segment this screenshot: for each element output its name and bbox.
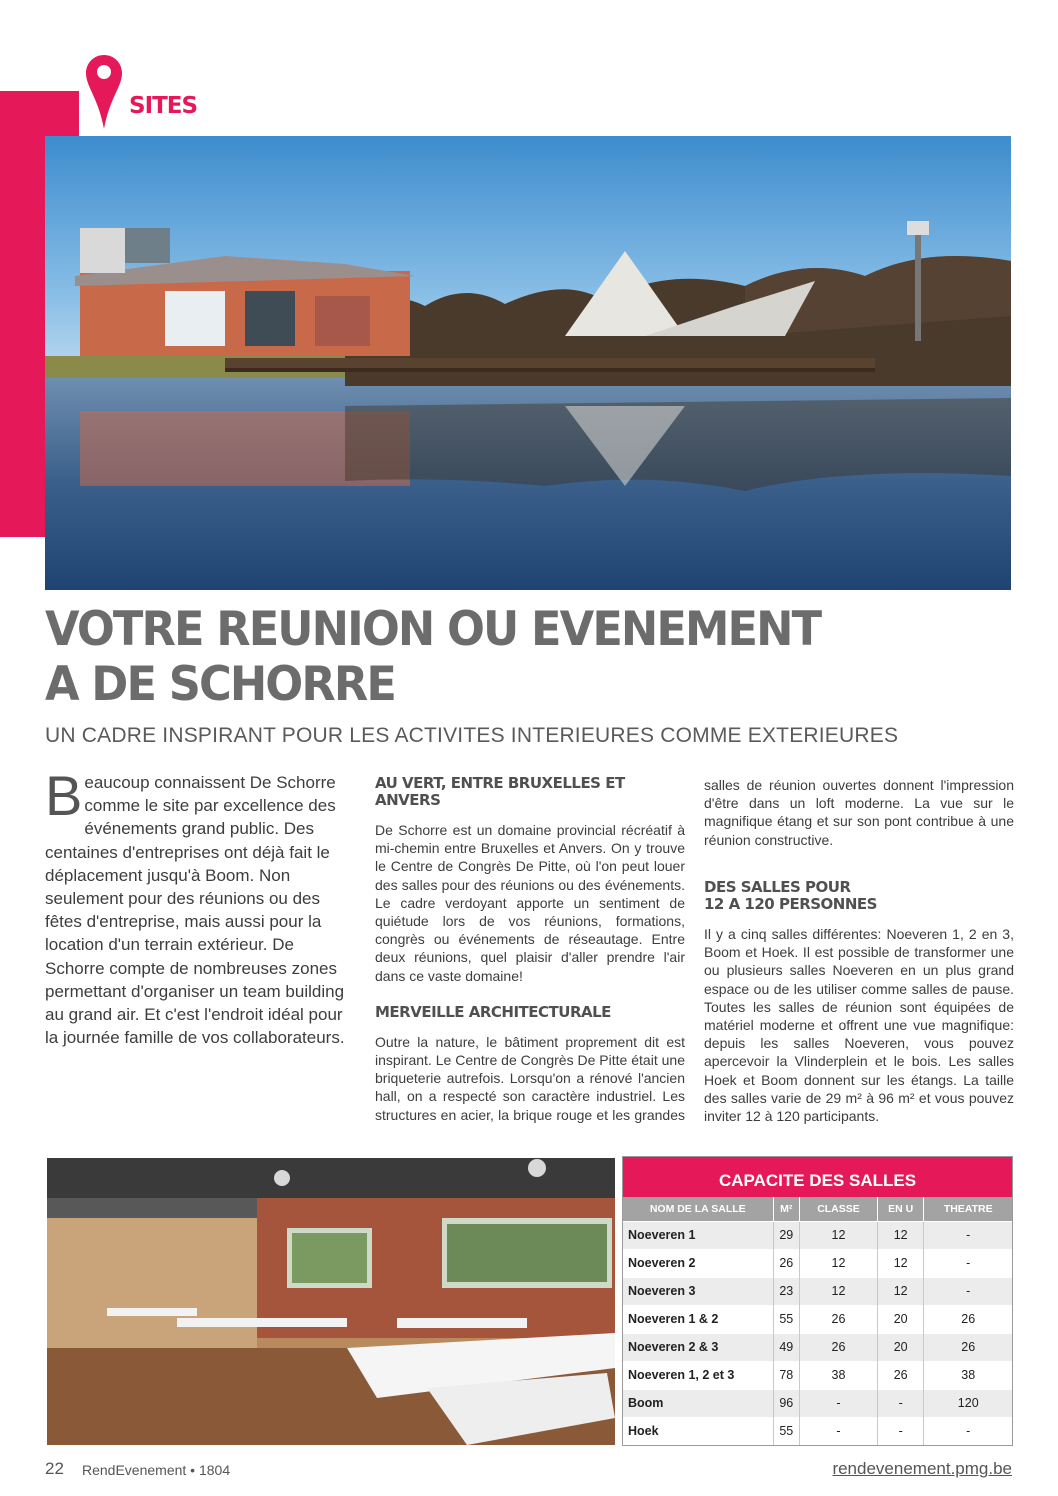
- table-cell-value: 26: [877, 1361, 924, 1389]
- intro-column: [45, 764, 355, 1049]
- capacity-table: [622, 1156, 1013, 1446]
- table-cell-room: Noeveren 1, 2 et 3: [623, 1361, 773, 1389]
- table-cell-value: -: [800, 1417, 878, 1445]
- table-row: [623, 1389, 1012, 1417]
- table-cell-value: 26: [924, 1305, 1012, 1333]
- table-cell-value: 120: [924, 1389, 1012, 1417]
- table-cell-value: 55: [773, 1417, 800, 1445]
- section-body-architecture: [375, 1033, 685, 1124]
- table-cell-value: 96: [773, 1389, 800, 1417]
- table-cell-value: 20: [877, 1305, 924, 1333]
- table-row: [623, 1305, 1012, 1333]
- section-body-architecture-text: Outre la nature, le bâtiment proprement dit est inspirant. Le Centre de Congrès De Pitte était une briqueterie autrefois. Lorsqu'on a rénové l'ancien hall, on a respecté son caractère industriel. Les structures en acier, la brique rouge et les grandes: [375, 1033, 685, 1123]
- table-cell-room: Boom: [623, 1389, 773, 1417]
- col-header-theatre: THEATRE: [924, 1197, 1012, 1221]
- section-heading-green: AU VERT, ENTRE BRUXELLES ET ANVERS: [375, 774, 625, 809]
- table-cell-room: Hoek: [623, 1417, 773, 1445]
- table-cell-room: Noeveren 2 & 3: [623, 1333, 773, 1361]
- table-cell-value: 26: [773, 1249, 800, 1277]
- table-cell-value: 29: [773, 1221, 800, 1249]
- capacity-table-title: CAPACITE DES SALLES: [623, 1157, 1012, 1197]
- table-cell-value: 55: [773, 1305, 800, 1333]
- table-cell-value: 26: [800, 1305, 878, 1333]
- col-header-class: CLASSE: [800, 1197, 878, 1221]
- table-cell-value: 23: [773, 1277, 800, 1305]
- accent-side-bar: [0, 91, 46, 537]
- table-cell-value: -: [924, 1277, 1012, 1305]
- intro-text: eaucoup connaissent De Schorre comme le site par excellence des événements grand public. Des centaines d'entreprises ont déjà fait le déplacement jusqu'à Boom. Non seulement pour des réunions ou des fêtes d'entreprise, mais aussi pour la location d'un terrain extérieur. De Schorre compte de nombreuses zones permettant d'organiser un team building au grand air. Et c'est l'endroit idéal pour la journée famille de vos collaborateurs.: [45, 773, 345, 1048]
- article-column-3: [704, 776, 1014, 1144]
- table-cell-value: 12: [800, 1221, 878, 1249]
- table-cell-room: Noeveren 1 & 2: [623, 1305, 773, 1333]
- table-cell-value: 12: [877, 1277, 924, 1305]
- magazine-issue: RendEvenement • 1804: [82, 1462, 231, 1478]
- table-row: [623, 1221, 1012, 1249]
- section-heading-rooms-line-2: 12 A 120 PERSONNES: [704, 895, 877, 913]
- table-cell-room: Noeveren 2: [623, 1249, 773, 1277]
- article-subtitle: UN CADRE INSPIRANT POUR LES ACTIVITES INTERIEURES COMME EXTERIEURES: [45, 724, 899, 747]
- table-row: [623, 1277, 1012, 1305]
- section-body-architecture-text-continued: salles de réunion ouvertes donnent l'impression d'être dans un loft moderne. La vue sur le magnifique étang et sur son pont contribue à une réunion constructive.: [704, 777, 1014, 848]
- website-link[interactable]: rendevenement.pmg.be: [832, 1459, 1012, 1478]
- section-heading-rooms-line-1: DES SALLES POUR: [704, 878, 851, 896]
- section-body-architecture-continued: [704, 776, 1014, 849]
- table-cell-value: 12: [800, 1249, 878, 1277]
- section-label: SITES: [129, 93, 198, 119]
- title-line-2: A DE SCHORRE: [45, 657, 395, 712]
- table-cell-value: 20: [877, 1333, 924, 1361]
- map-pin-icon: [86, 55, 122, 129]
- section-heading-rooms: [704, 879, 1014, 913]
- table-row: [623, 1333, 1012, 1361]
- table-cell-value: 78: [773, 1361, 800, 1389]
- section-heading-architecture: MERVEILLE ARCHITECTURALE: [375, 1002, 611, 1021]
- table-cell-value: 26: [924, 1333, 1012, 1361]
- table-row: [623, 1361, 1012, 1389]
- section-body-green: De Schorre est un domaine provincial récréatif à mi-chemin entre Bruxelles et Anvers. On y trouve le Centre de Congrès De Pitte, où l'on peut louer des salles pour des réunions ou des événements. Le cadre verdoyant apporte un sentiment de quiétude lors de vos réunions, formations, congrès ou événements de réseautage. Entre deux réunions, quel plaisir d'aller prendre l'air dans ce vaste domaine!: [375, 822, 685, 984]
- table-row: [623, 1249, 1012, 1277]
- table-cell-room: Noeveren 3: [623, 1277, 773, 1305]
- table-cell-value: -: [800, 1389, 878, 1417]
- table-cell-value: 38: [924, 1361, 1012, 1389]
- col-header-u: EN U: [877, 1197, 924, 1221]
- table-cell-value: -: [924, 1221, 1012, 1249]
- table-cell-value: -: [924, 1249, 1012, 1277]
- table-cell-value: 12: [800, 1277, 878, 1305]
- col-header-m2: M²: [773, 1197, 800, 1221]
- table-cell-room: Noeveren 1: [623, 1221, 773, 1249]
- table-cell-value: -: [877, 1417, 924, 1445]
- table-cell-value: 12: [877, 1221, 924, 1249]
- meeting-room-photo: [47, 1158, 615, 1445]
- table-cell-value: 12: [877, 1249, 924, 1277]
- page-number: 22: [45, 1459, 64, 1478]
- table-cell-value: 49: [773, 1333, 800, 1361]
- col-header-room: NOM DE LA SALLE: [623, 1197, 773, 1221]
- hero-photo: [45, 136, 1011, 590]
- title-line-1: VOTRE REUNION OU EVENEMENT: [45, 602, 821, 657]
- table-row: [623, 1417, 1012, 1445]
- table-cell-value: -: [877, 1389, 924, 1417]
- table-cell-value: 26: [800, 1333, 878, 1361]
- article-title: [45, 602, 957, 712]
- table-cell-value: 38: [800, 1361, 878, 1389]
- table-cell-value: -: [924, 1417, 1012, 1445]
- section-body-rooms: Il y a cinq salles différentes: Noeveren 1, 2 en 3, Boom et Hoek. Il est possible de transformer une ou plusieurs salles Noeveren en un plus grand espace ou de les utiliser comme salles de pause. Toutes les salles de réunion sont équipées de matériel moderne et offrent une vue magnifique: depuis les salles Noeveren, vous pouvez apercevoir la Vlinderplein et le bois. Les salles Hoek et Boom donnent sur les étangs. La taille des salles varie de 29 m² à 96 m² et vous pouvez inviter 12 à 120 participants.: [704, 926, 1014, 1125]
- drop-cap: B: [45, 764, 83, 827]
- article-column-2: [375, 775, 685, 1124]
